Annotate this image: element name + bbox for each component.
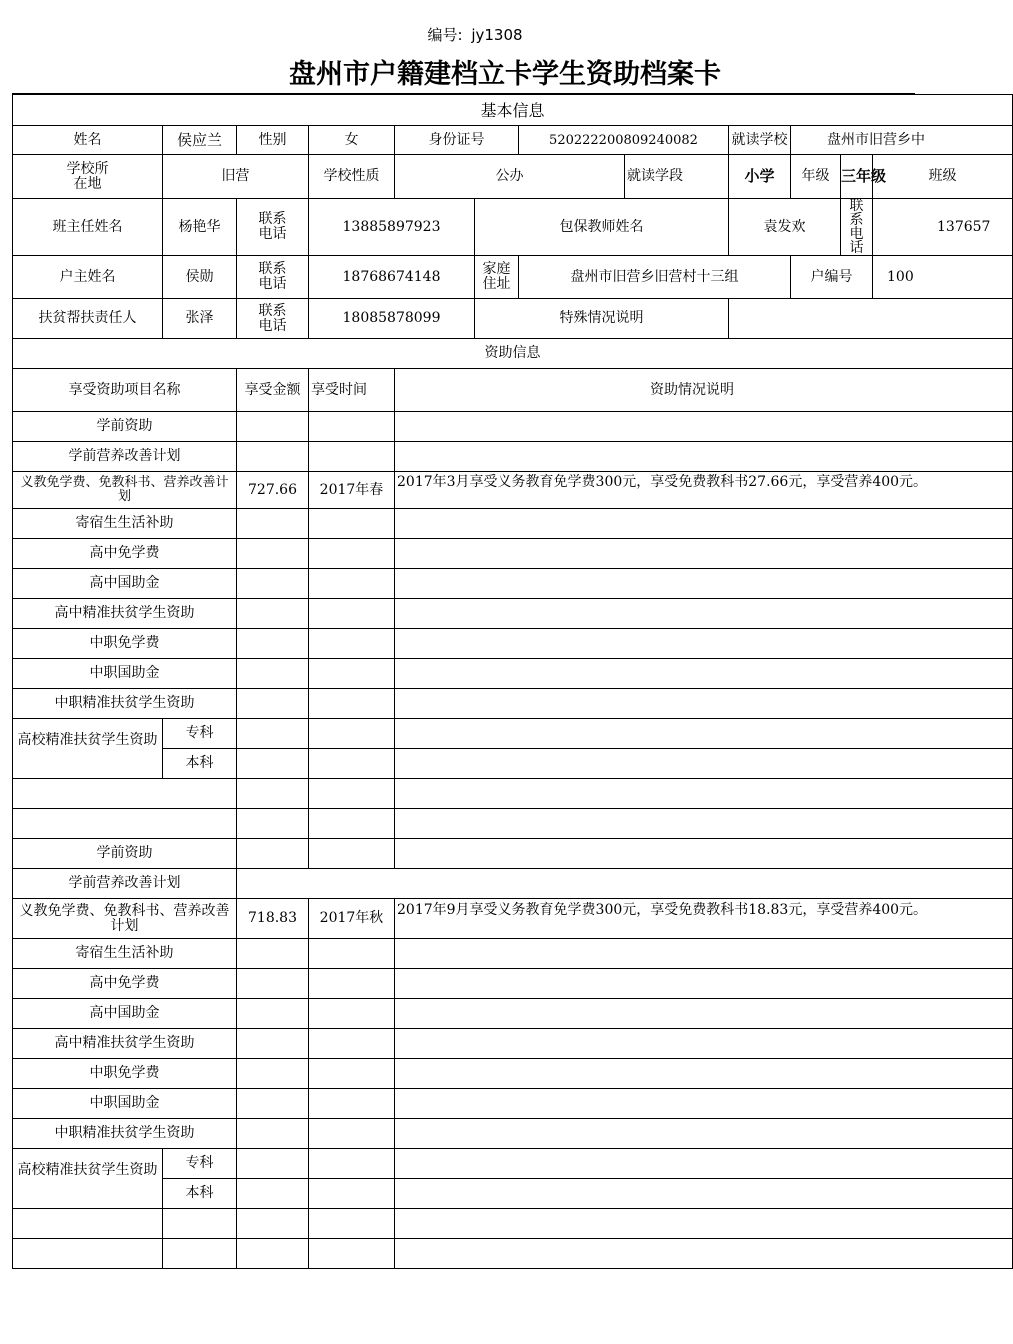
guard-phone-value: 137657	[873, 199, 1013, 256]
table-row	[13, 899, 1013, 939]
table-row	[13, 1089, 1013, 1119]
grade-label: 年级	[791, 155, 841, 199]
basic-info-header: 基本信息	[13, 95, 1013, 126]
table-row	[13, 749, 1013, 779]
row-item: 高中免学费	[13, 969, 237, 999]
row-item: 高中免学费	[13, 539, 237, 569]
location-label: 学校所在地	[13, 155, 163, 199]
archive-sheet	[12, 93, 991, 1269]
row-time: 2017年秋	[309, 899, 395, 939]
stage-label: 就读学段	[625, 155, 729, 199]
grade-value: 三年级	[841, 155, 873, 199]
archive-table	[12, 94, 1013, 1269]
serial-value: jy1308	[471, 26, 523, 44]
table-row	[13, 629, 1013, 659]
table-row	[13, 539, 1013, 569]
teacher-phone-value: 13885897923	[309, 199, 475, 256]
row-item: 学前资助	[13, 839, 237, 869]
table-row	[13, 809, 1013, 839]
id-label: 身份证号	[395, 126, 519, 155]
address-value: 盘州市旧营乡旧营村十三组	[519, 256, 791, 299]
row-item: 高校精准扶贫学生资助	[13, 719, 163, 779]
special-value	[729, 299, 1013, 339]
special-label: 特殊情况说明	[475, 299, 729, 339]
row-item: 中职国助金	[13, 659, 237, 689]
row-subitem: 专科	[163, 1149, 237, 1179]
table-row	[13, 1179, 1013, 1209]
table-row	[13, 412, 1013, 442]
guard-phone-label: 联系电话	[841, 199, 873, 256]
household-no-label: 户编号	[791, 256, 873, 299]
row-item: 学前资助	[13, 412, 237, 442]
table-row	[13, 1149, 1013, 1179]
row-item: 高中精准扶贫学生资助	[13, 599, 237, 629]
class-label: 班级	[873, 155, 1013, 199]
name-value: 侯应兰	[163, 126, 237, 155]
serial-label: 编号:	[427, 26, 463, 44]
id-value: 520222200809240082	[519, 126, 729, 155]
row-amount: 727.66	[237, 472, 309, 509]
row-item: 高中精准扶贫学生资助	[13, 1029, 237, 1059]
row-item: 义教免学费、免教科书、营养改善计划	[13, 899, 237, 939]
nature-value: 公办	[395, 155, 625, 199]
guard-label: 包保教师姓名	[475, 199, 729, 256]
row-item: 中职精准扶贫学生资助	[13, 1119, 237, 1149]
row-item: 寄宿生生活补助	[13, 939, 237, 969]
householder-label: 户主姓名	[13, 256, 163, 299]
teacher-label: 班主任姓名	[13, 199, 163, 256]
row-item: 中职免学费	[13, 1059, 237, 1089]
helper-value: 张泽	[163, 299, 237, 339]
row-item: 中职国助金	[13, 1089, 237, 1119]
row-time: 2017年春	[309, 472, 395, 509]
row-subitem: 本科	[163, 749, 237, 779]
stage-value: 小学	[729, 155, 791, 199]
row-item: 中职免学费	[13, 629, 237, 659]
row-item: 寄宿生生活补助	[13, 509, 237, 539]
school-label: 就读学校	[729, 126, 791, 155]
table-row	[13, 1029, 1013, 1059]
gender-label: 性别	[237, 126, 309, 155]
row-amount: 718.83	[237, 899, 309, 939]
household-no-value: 100	[873, 256, 1013, 299]
table-row	[13, 969, 1013, 999]
table-row	[13, 999, 1013, 1029]
householder-phone-value: 18768674148	[309, 256, 475, 299]
helper-phone-value: 18085878099	[309, 299, 475, 339]
row-item: 中职精准扶贫学生资助	[13, 689, 237, 719]
row-item: 高中国助金	[13, 999, 237, 1029]
table-row	[13, 1209, 1013, 1239]
table-row	[13, 659, 1013, 689]
guard-value: 袁发欢	[729, 199, 841, 256]
table-row	[13, 442, 1013, 472]
row-item: 高校精准扶贫学生资助	[13, 1149, 163, 1209]
table-row	[13, 1239, 1013, 1269]
col-amount-header: 享受金额	[237, 369, 309, 412]
row-desc: 2017年3月享受义务教育免学费300元，享受免费教科书27.66元，享受营养400元。	[395, 472, 1013, 509]
school-value: 盘州市旧营乡中	[791, 126, 1013, 155]
table-row	[13, 869, 1013, 899]
table-row	[13, 472, 1013, 509]
nature-label: 学校性质	[309, 155, 395, 199]
serial-number	[0, 24, 950, 45]
table-row	[13, 569, 1013, 599]
page-title: 盘州市户籍建档立卡学生资助档案卡	[289, 59, 721, 90]
row-item: 学前营养改善计划	[13, 442, 237, 472]
gender-value: 女	[309, 126, 395, 155]
teacher-value: 杨艳华	[163, 199, 237, 256]
table-row	[13, 839, 1013, 869]
col-item-header: 享受资助项目名称	[13, 369, 237, 412]
aid-info-header: 资助信息	[13, 339, 1013, 369]
teacher-phone-label: 联系电话	[237, 199, 309, 256]
table-row	[13, 509, 1013, 539]
name-label: 姓名	[13, 126, 163, 155]
table-row	[13, 1059, 1013, 1089]
householder-value: 侯勋	[163, 256, 237, 299]
row-subitem: 专科	[163, 719, 237, 749]
address-label: 家庭住址	[475, 256, 519, 299]
row-item: 学前营养改善计划	[13, 869, 237, 899]
householder-phone-label: 联系电话	[237, 256, 309, 299]
table-row	[13, 779, 1013, 809]
table-row	[13, 689, 1013, 719]
table-row	[13, 1119, 1013, 1149]
row-subitem: 本科	[163, 1179, 237, 1209]
location-value: 旧营	[163, 155, 309, 199]
col-desc-header: 资助情况说明	[395, 369, 1013, 412]
table-row	[13, 599, 1013, 629]
row-item: 高中国助金	[13, 569, 237, 599]
helper-label: 扶贫帮扶责任人	[13, 299, 163, 339]
table-row	[13, 719, 1013, 749]
table-row	[13, 939, 1013, 969]
row-item: 义教免学费、免教科书、营养改善计划	[13, 472, 237, 509]
helper-phone-label: 联系电话	[237, 299, 309, 339]
col-time-header: 享受时间	[309, 369, 395, 412]
row-desc: 2017年9月享受义务教育免学费300元，享受免费教科书18.83元，享受营养400元。	[395, 899, 1013, 939]
